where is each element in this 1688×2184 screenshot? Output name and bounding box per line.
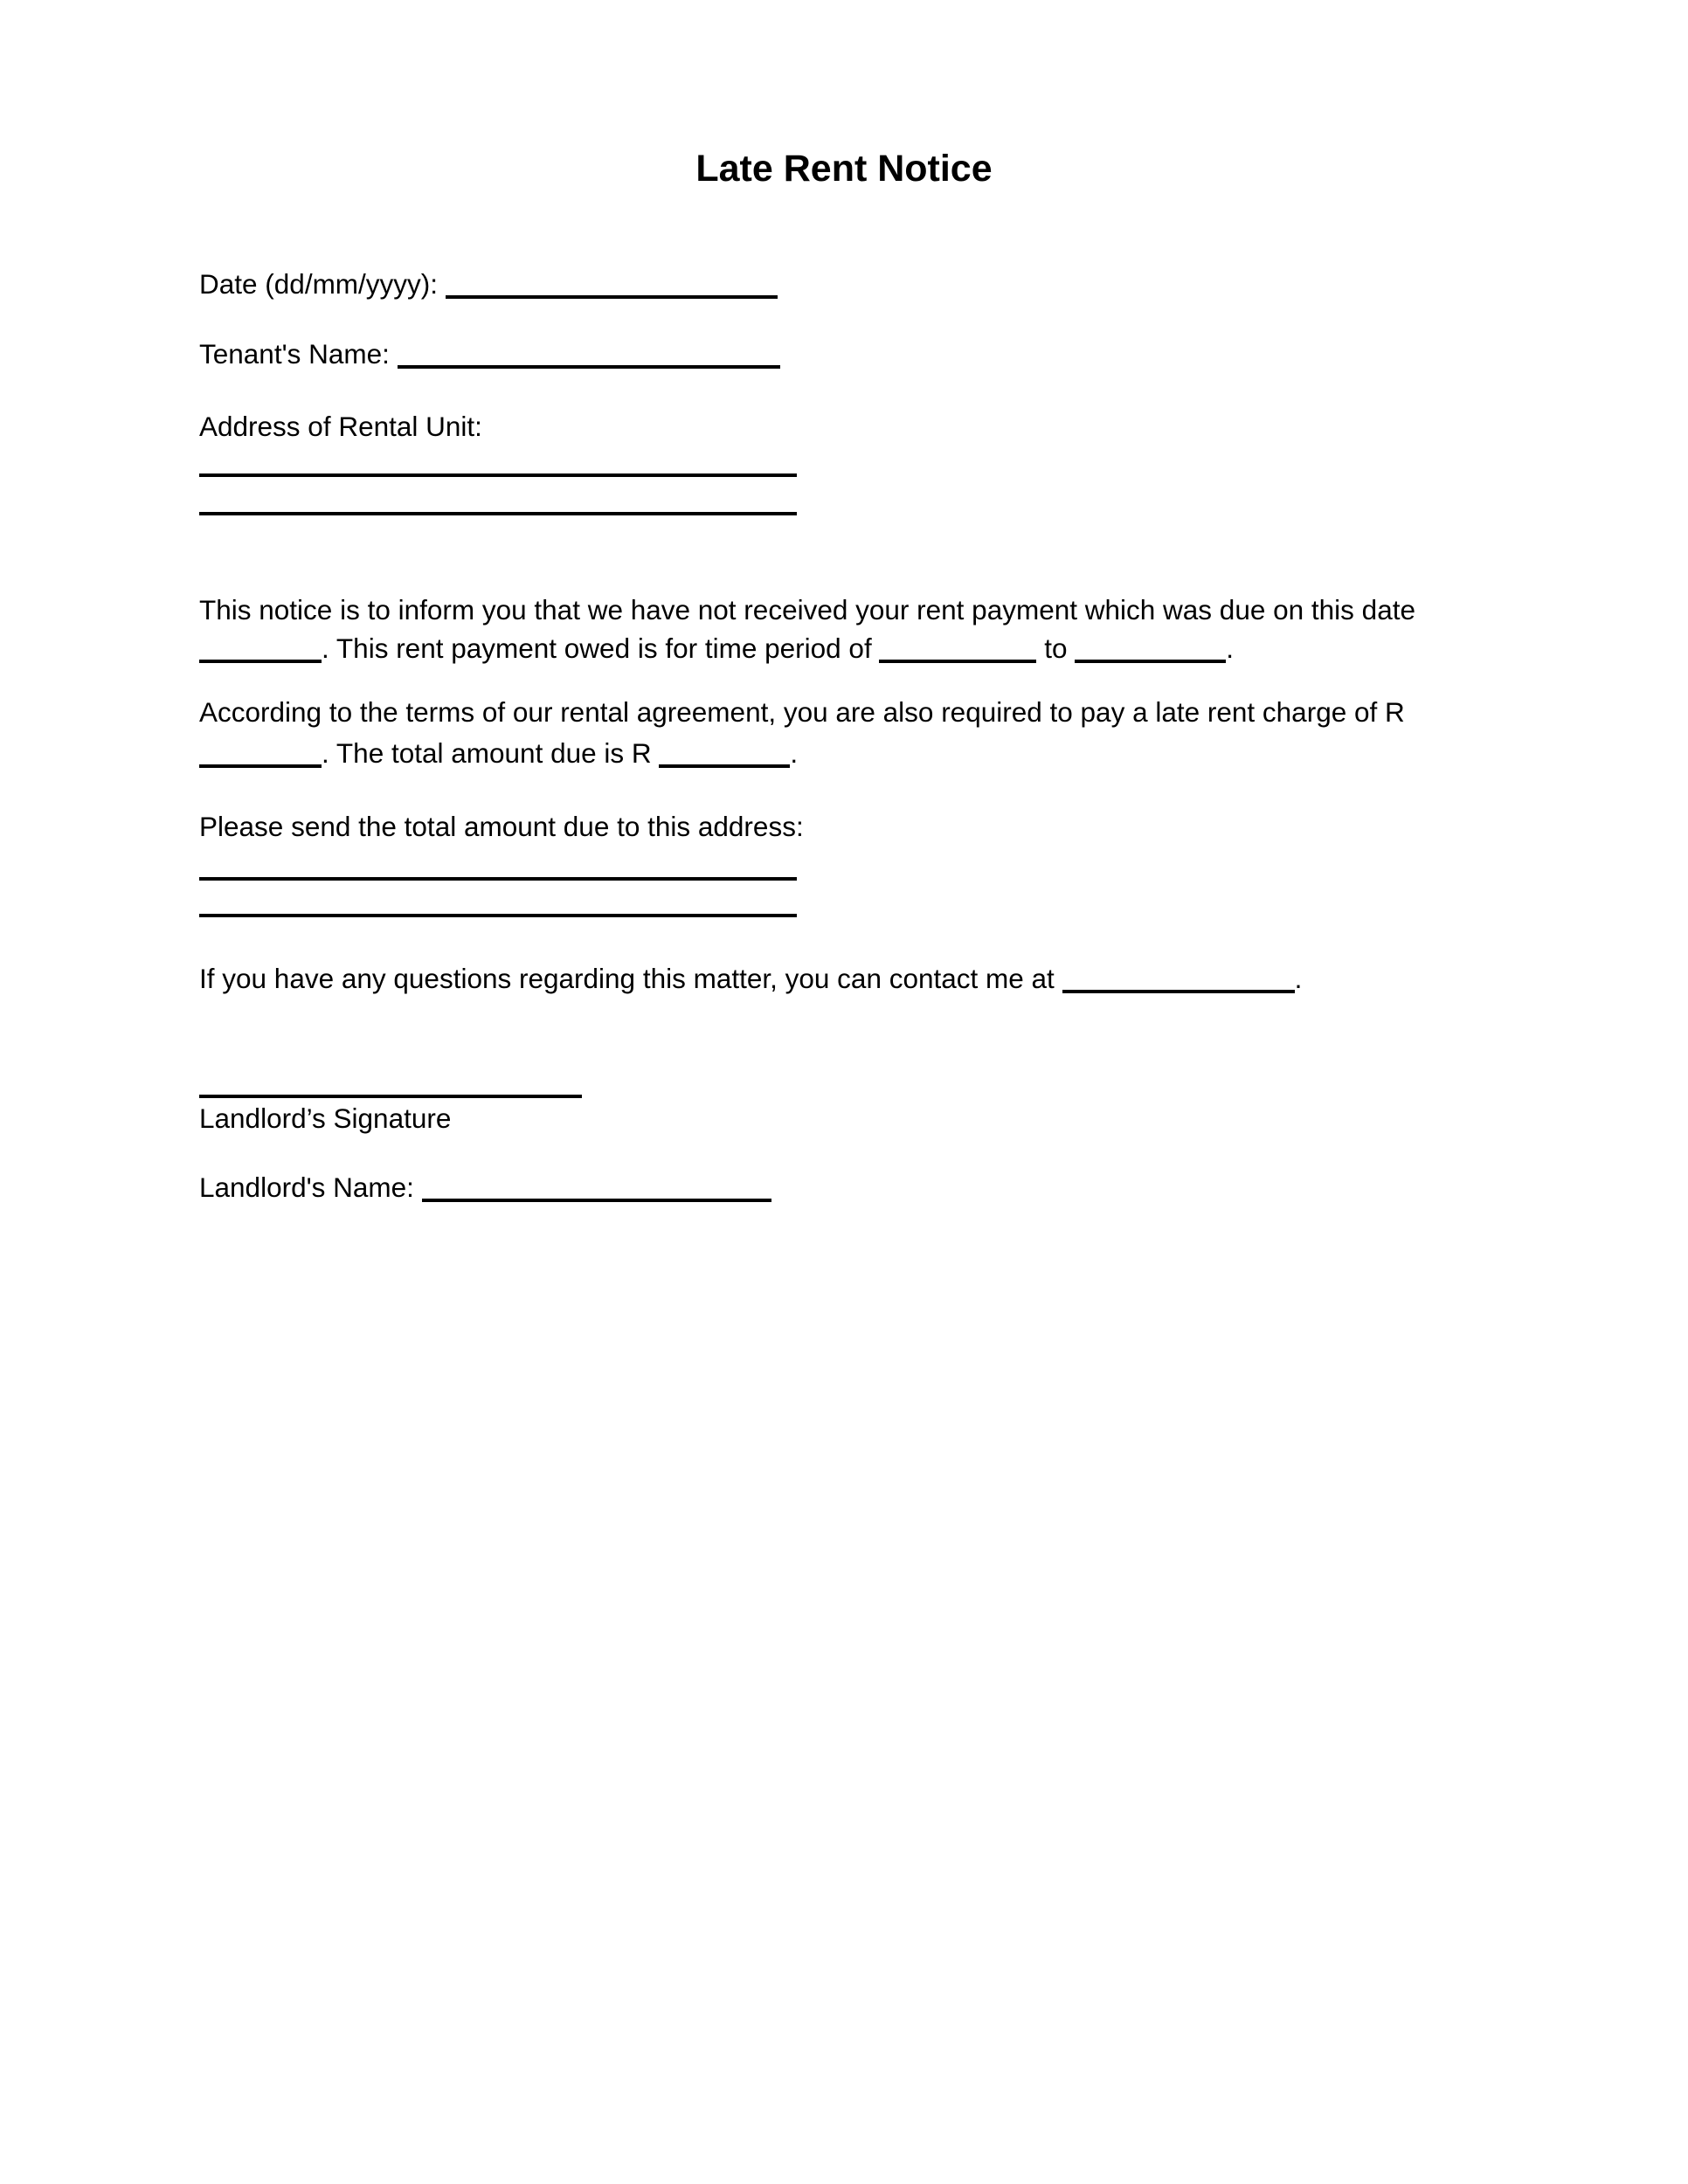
notice-paragraph-line-2 <box>199 629 1234 668</box>
date-row <box>199 265 778 304</box>
charge-paragraph-line-2 <box>199 734 798 773</box>
tenant-name-label: Tenant's Name: <box>199 338 398 370</box>
landlord-name-row <box>199 1168 771 1207</box>
notice-paragraph-line-2-text-3: . <box>1226 632 1235 664</box>
contact-text: If you have any questions regarding this matter, you can contact me at <box>199 963 1062 994</box>
tenant-name-row <box>199 335 780 374</box>
charge-paragraph-line-2-text-1: . The total amount due is R <box>322 737 660 769</box>
period-start-blank-field[interactable] <box>879 654 1036 663</box>
contact-row <box>199 959 1302 999</box>
page-title: Late Rent Notice <box>695 148 993 190</box>
rental-address-label: Address of Rental Unit: <box>199 411 482 442</box>
landlord-name-blank-field[interactable] <box>422 1193 771 1202</box>
notice-paragraph-line-2-text-2: to <box>1036 632 1076 664</box>
notice-paragraph-line-1: This notice is to inform you that we have not received your rent payment which was due on this date <box>199 594 1415 625</box>
send-address-label: Please send the total amount due to this address: <box>199 811 804 842</box>
due-date-blank-field[interactable] <box>199 654 322 663</box>
period-end-blank-field[interactable] <box>1075 654 1226 663</box>
charge-paragraph-line-2-text-2: . <box>790 737 799 769</box>
contact-blank-field[interactable] <box>1062 985 1295 993</box>
contact-text-end: . <box>1294 963 1303 994</box>
late-charge-blank-field[interactable] <box>199 759 322 768</box>
date-blank-field[interactable] <box>446 290 778 299</box>
rental-address-blank-line-2[interactable] <box>199 512 797 515</box>
send-address-blank-line-2[interactable] <box>199 914 797 917</box>
tenant-name-blank-field[interactable] <box>398 360 780 369</box>
notice-paragraph-line-2-text-1: . This rent payment owed is for time period of <box>322 632 880 664</box>
date-label: Date (dd/mm/yyyy): <box>199 268 446 300</box>
rental-address-blank-line-1[interactable] <box>199 473 797 477</box>
landlord-signature-label: Landlord’s Signature <box>199 1102 452 1134</box>
landlord-name-label: Landlord's Name: <box>199 1171 422 1203</box>
send-address-blank-line-1[interactable] <box>199 877 797 881</box>
total-due-blank-field[interactable] <box>659 759 790 768</box>
landlord-signature-line[interactable] <box>199 1095 582 1098</box>
charge-paragraph-line-1: According to the terms of our rental agreement, you are also required to pay a late rent charge of R <box>199 696 1405 728</box>
